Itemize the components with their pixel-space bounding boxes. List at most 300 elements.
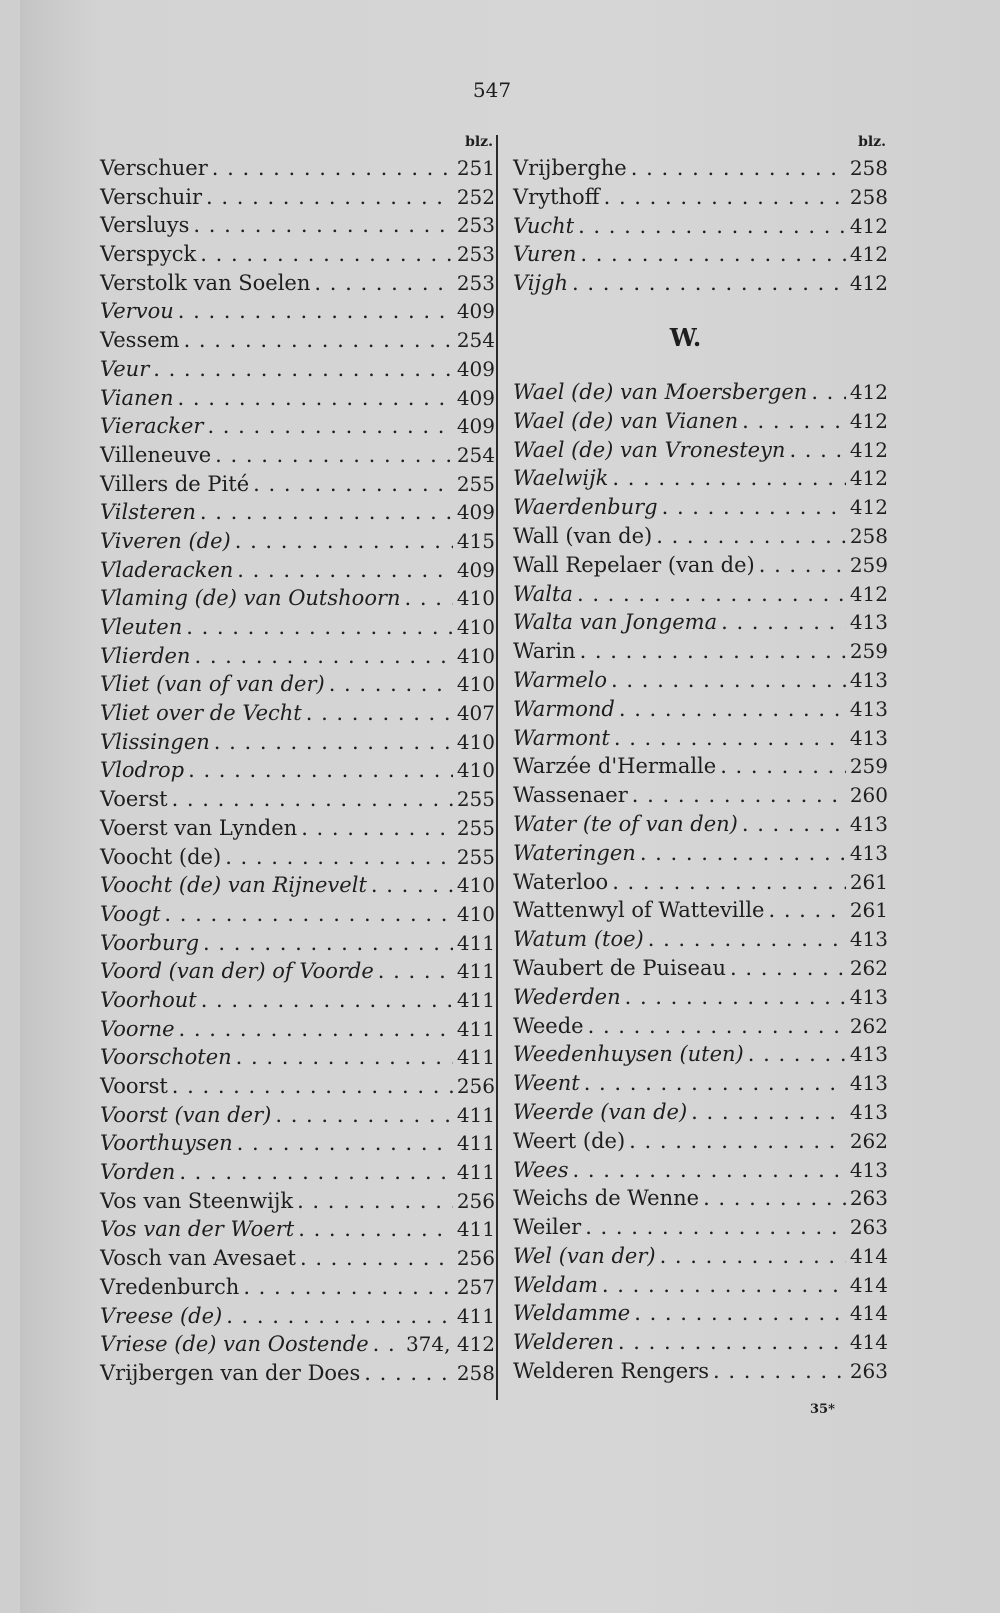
entry-name: Voorst (van der) [100,1102,272,1127]
entry-page: 409 [456,299,495,324]
entry-name: Vliet over de Vecht [100,701,302,726]
entry-name: Vrijberghe [513,156,627,180]
left-entries [100,154,495,1388]
leader-dots [742,810,846,839]
index-entry [100,1101,495,1130]
index-entry [100,613,495,642]
entry-name: Weerde (van de) [513,1099,688,1124]
index-entry [100,1215,495,1244]
index-entry [100,326,495,355]
entry-page: 412 [849,379,888,404]
entry-page: 409 [456,500,495,525]
index-entry [100,240,495,269]
entry-name: Verschuir [100,184,203,209]
leader-dots [164,900,452,929]
entry-page: 411 [456,1102,495,1127]
leader-dots [214,728,453,757]
entry-page: 414 [849,1330,888,1355]
entry-name: Wael (de) van Vronesteyn [513,437,786,462]
entry-page: 413 [849,1071,888,1096]
leader-dots [237,556,453,585]
index-entry [513,666,888,695]
entry-name: Vosch van Avesaet [100,1246,296,1271]
index-entry [100,642,495,671]
entry-name: Veur [100,356,150,381]
leader-dots [226,1302,453,1331]
leader-dots [178,297,453,326]
entry-page: 413 [849,610,888,635]
index-entry [100,556,495,585]
index-entry [513,436,888,465]
index-entry [100,929,495,958]
index-entry [100,1043,495,1072]
index-entry [100,1359,495,1388]
index-entry [513,1242,888,1271]
entry-name: Warzée d'Hermalle [513,754,717,779]
signature-mark: 35* [810,1402,835,1417]
leader-dots [768,896,845,925]
index-entry [513,183,888,212]
entry-page: 255 [456,471,495,496]
index-entry [513,464,888,493]
index-entry [100,1129,495,1158]
index-entry [513,154,888,183]
entry-name: Warmelo [513,667,608,692]
entry-page: 410 [456,643,495,668]
entry-name: Verschuer [100,156,208,180]
entry-name: Vorden [100,1160,176,1185]
entry-name: Vos van der Woert [100,1217,295,1242]
leader-dots [237,1129,453,1158]
right-entries-w [513,378,888,1386]
leader-dots [625,983,846,1012]
entry-page: 409 [456,356,495,381]
entry-name: Vredenburch [100,1274,240,1299]
entry-page: 410 [456,672,495,697]
index-entry [513,240,888,269]
index-entry [100,986,495,1015]
entry-name: Voogt [100,901,161,926]
entry-name: Vleuten [100,615,183,639]
leader-dots [578,212,846,241]
index-entry [100,814,495,843]
entry-page: 411 [456,1045,495,1070]
index-entry [100,441,495,470]
leader-dots [602,1271,846,1300]
entry-page: 261 [849,869,888,894]
entry-page: 412 [849,213,888,238]
leader-dots [201,986,453,1015]
index-entry [100,728,495,757]
entry-page: 256 [456,1188,495,1213]
entry-page: 254 [456,328,495,353]
entry-page: 263 [849,1186,888,1211]
entry-page: 412 [849,242,888,267]
leader-dots [194,642,452,671]
entry-name: Vervou [100,299,174,324]
leader-dots [215,441,453,470]
leader-dots [656,522,846,551]
index-entry [513,724,888,753]
entry-page: 261 [849,898,888,923]
leader-dots [206,183,453,212]
leader-dots [662,493,846,522]
leader-dots [153,355,453,384]
entry-name: Vieracker [100,414,204,439]
entry-name: Vlissingen [100,729,210,754]
leader-dots [660,1242,846,1271]
entry-page: 260 [849,783,888,808]
index-entry [513,1127,888,1156]
leader-dots [297,1187,453,1216]
leader-dots [811,378,846,407]
leader-dots [611,666,846,695]
entry-name: Vrijbergen van der Does [100,1360,361,1385]
entry-page: 411 [456,1217,495,1242]
index-entry [100,756,495,785]
entry-page: 411 [456,1303,495,1328]
leader-dots [604,183,846,212]
right-entries-v [513,154,888,298]
entry-page: 258 [849,184,888,209]
entry-page: 413 [849,811,888,836]
column-divider [496,135,498,1400]
entry-name: Weede [513,1013,584,1038]
leader-dots [577,580,846,609]
leader-dots [634,1299,846,1328]
index-entry [513,896,888,925]
entry-page: 412 [849,408,888,433]
index-entry [100,183,495,212]
leader-dots [573,1156,846,1185]
entry-name: Vos van Steenwijk [100,1188,294,1213]
entry-name: Walta van Jongema [513,610,718,635]
index-entry [513,1156,888,1185]
entry-name: Vianen [100,385,174,410]
entry-name: Weldamme [513,1301,631,1326]
entry-name: Weldam [513,1272,598,1297]
entry-name: Weent [513,1071,580,1096]
entry-name: Wall Repelaer (van de) [513,552,755,577]
leader-dots [572,269,846,298]
leader-dots [207,412,452,441]
blz-header-left: blz. [465,134,493,150]
entry-name: Waerdenburg [513,495,658,520]
index-entry [100,843,495,872]
entry-page: 410 [456,758,495,783]
leader-dots [588,1012,846,1041]
entry-page: 413 [849,840,888,865]
entry-name: Versluys [100,213,190,238]
letter-heading: W. [669,322,702,352]
entry-page: 259 [849,639,888,664]
leader-dots [378,957,453,986]
leader-dots [225,843,453,872]
index-entry [513,1069,888,1098]
leader-dots [748,1040,846,1069]
entry-name: Voorhout [100,987,197,1012]
entry-page: 256 [456,1074,495,1098]
entry-page: 253 [456,213,495,238]
leader-dots [584,1069,846,1098]
entry-name: Vladeracken [100,557,234,582]
entry-name: Vliet (van of van der) [100,672,325,697]
index-entry [513,1213,888,1242]
entry-page: 253 [456,242,495,267]
entry-page: 257 [456,1274,495,1299]
entry-page: 412 [849,466,888,491]
leader-dots [253,470,453,499]
index-entry [100,1072,495,1101]
leader-dots [373,1330,402,1359]
leader-dots [300,1244,453,1273]
leader-dots [172,785,453,814]
leader-dots [329,670,453,699]
leader-dots [172,1072,453,1101]
leader-dots [301,814,453,843]
entry-page: 262 [849,1013,888,1038]
leader-dots [612,464,845,493]
leader-dots [721,608,846,637]
entry-name: Weichs de Wenne [513,1186,700,1211]
leader-dots [179,1015,453,1044]
leader-dots [184,326,453,355]
index-entry [100,355,495,384]
entry-name: Waelwijk [513,466,609,491]
index-entry [100,1273,495,1302]
entry-name: Wederden [513,984,621,1009]
entry-name: Wattenwyl of Watteville [513,898,765,923]
entry-name: Voorthuysen [100,1131,233,1156]
index-entry [513,522,888,551]
entry-page: 413 [849,1099,888,1124]
entry-page: 414 [849,1243,888,1268]
index-entry [513,212,888,241]
index-entry [513,580,888,609]
entry-name: Voocht (de) [100,844,222,869]
index-entry [513,1098,888,1127]
leader-dots [713,1357,846,1386]
entry-page: 414 [849,1272,888,1297]
entry-name: Viveren (de) [100,528,231,553]
entry-page: 412 [849,271,888,296]
entry-page: 259 [849,552,888,577]
index-entry [513,868,888,897]
entry-page: 411 [456,1160,495,1185]
index-entry [513,1184,888,1213]
leader-dots [720,752,846,781]
leader-dots [193,211,452,240]
entry-name: Voorschoten [100,1045,232,1070]
entry-name: Warmond [513,696,615,721]
entry-name: Vriese (de) van Oostende [100,1332,369,1357]
index-entry [513,810,888,839]
entry-page: 415 [456,528,495,553]
entry-page: 413 [849,927,888,952]
index-entry [100,297,495,326]
entry-name: Weiler [513,1215,582,1240]
entry-name: Verspyck [100,242,197,267]
leader-dots [759,551,846,580]
entry-name: Weert (de) [513,1128,626,1153]
index-entry [100,900,495,929]
index-entry [100,1302,495,1331]
leader-dots [585,1213,846,1242]
entry-name: Warin [513,639,576,664]
entry-name: Wees [513,1157,569,1182]
entry-name: Weedenhuysen (uten) [513,1042,744,1067]
index-entry [513,1040,888,1069]
index-entry [100,1158,495,1187]
entry-page: 255 [456,815,495,840]
entry-name: Warmont [513,725,610,750]
entry-page: 262 [849,1128,888,1153]
entry-page: 411 [456,930,495,955]
index-entry [513,781,888,810]
entry-page: 252 [456,184,495,209]
entry-name: Vreese (de) [100,1303,223,1328]
entry-page: 253 [456,270,495,295]
index-entry [100,871,495,900]
leader-dots [203,929,453,958]
entry-name: Waubert de Puiseau [513,955,726,980]
index-entry [100,154,495,183]
entry-name: Voerst van Lynden [100,815,298,840]
leader-dots [275,1101,452,1130]
entry-name: Watum (toe) [513,927,644,952]
entry-name: Waterloo [513,869,609,894]
entry-page: 410 [456,873,495,898]
entry-page: 410 [456,586,495,611]
leader-dots [629,1127,846,1156]
entry-name: Water (te of van den) [513,811,738,836]
entry-page: 413 [849,1042,888,1067]
entry-name: Wall (van de) [513,523,653,548]
entry-page: 407 [456,701,495,726]
entry-name: Verstolk van Soelen [100,270,311,295]
entry-page: 411 [456,987,495,1012]
index-entry [100,470,495,499]
index-entry [513,983,888,1012]
entry-name: Vilsteren [100,500,196,525]
leader-dots [580,637,846,666]
index-entry [513,407,888,436]
index-entry [513,695,888,724]
entry-name: Vlierden [100,643,191,668]
index-entry [513,1328,888,1357]
entry-page: 409 [456,414,495,439]
entry-name: Voocht (de) van Rijnevelt [100,873,367,898]
entry-page: 411 [456,959,495,984]
index-entry [513,1357,888,1386]
leader-dots [612,868,846,897]
entry-name: Villers de Pité [100,471,250,496]
entry-page: 411 [456,1016,495,1041]
entry-page: 410 [456,729,495,754]
entry-name: Wassenaer [513,783,628,808]
entry-page: 259 [849,754,888,779]
index-entry [100,384,495,413]
entry-name: Voord (van der) of Voorde [100,959,374,984]
page-number: 547 [472,78,512,102]
index-entry [513,1299,888,1328]
leader-dots [298,1215,453,1244]
entry-name: Vrythoff [513,184,600,209]
index-entry [100,957,495,986]
index-entry [100,670,495,699]
entry-page: 258 [849,523,888,548]
index-entry [100,412,495,441]
entry-name: Voorst [100,1074,168,1098]
index-entry [100,498,495,527]
entry-name: Voorburg [100,930,200,955]
entry-page: 374, 412 [405,1332,495,1357]
leader-dots [691,1098,846,1127]
entry-name: Vessem [100,328,180,353]
entry-name: Vlaming (de) van Outshoorn [100,586,401,611]
entry-page: 410 [456,615,495,639]
index-entry [513,839,888,868]
leader-dots [236,1043,453,1072]
entry-name: Wateringen [513,840,636,865]
entry-name: Wel (van der) [513,1243,656,1268]
leader-dots [306,699,453,728]
entry-name: Villeneuve [100,442,212,467]
index-entry [100,269,495,298]
entry-name: Walta [513,581,573,606]
entry-name: Voorne [100,1016,175,1041]
leader-dots [200,240,453,269]
entry-name: Vucht [513,213,575,238]
leader-dots [742,407,846,436]
entry-page: 413 [849,1157,888,1182]
leader-dots [614,724,846,753]
index-entry [513,954,888,983]
entry-name: Vuren [513,242,577,267]
entry-page: 409 [456,557,495,582]
entry-name: Voerst [100,787,168,812]
leader-dots [200,498,453,527]
entry-page: 255 [456,844,495,869]
leader-dots [314,269,452,298]
blz-header-right: blz. [858,134,886,150]
entry-name: Vijgh [513,271,568,296]
index-entry [513,378,888,407]
leader-dots [235,527,453,556]
index-entry [100,1187,495,1216]
index-entry [100,584,495,613]
entry-name: Wael (de) van Moersbergen [513,379,808,404]
leader-dots [179,1158,452,1187]
entry-page: 254 [456,442,495,467]
leader-dots [188,756,453,785]
leader-dots [618,1328,846,1357]
leader-dots [405,584,453,613]
entry-page: 411 [456,1131,495,1156]
entry-page: 256 [456,1246,495,1271]
entry-page: 251 [456,156,495,180]
index-entry [513,551,888,580]
leader-dots [648,925,846,954]
index-entry [513,925,888,954]
index-entry [513,269,888,298]
entry-page: 412 [849,495,888,520]
entry-page: 412 [849,437,888,462]
entry-page: 263 [849,1359,888,1384]
leader-dots [212,154,453,183]
index-entry [100,785,495,814]
entry-page: 255 [456,787,495,812]
